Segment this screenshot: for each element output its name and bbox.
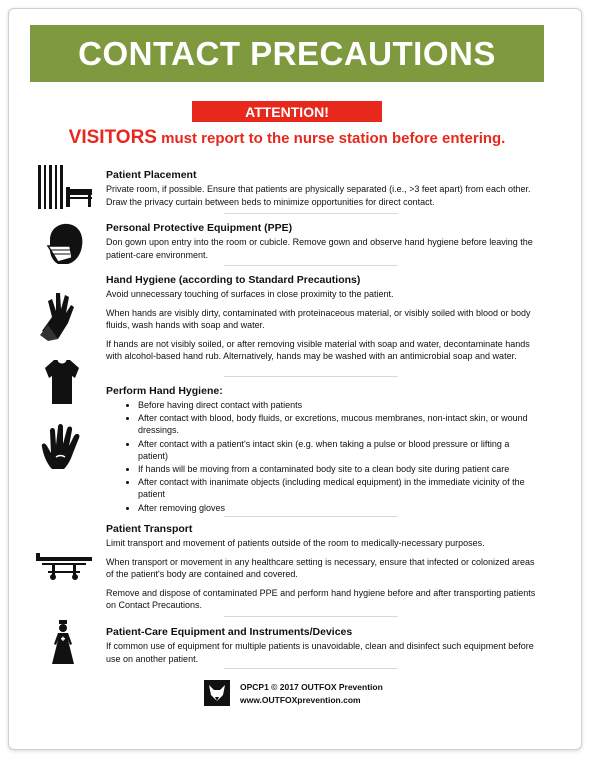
nurse-icon (50, 620, 76, 668)
section-title: Patient Placement (106, 169, 197, 181)
page-title: CONTACT PRECAUTIONS (30, 25, 544, 82)
bullet-list (106, 399, 536, 514)
list-item: • If hands will be moving from a contaminated body site to a clean body site during patient care (138, 463, 536, 475)
footer (240, 681, 383, 707)
divider (224, 616, 398, 617)
section-ppe (106, 222, 536, 267)
attention-badge: ATTENTION! (192, 101, 382, 122)
section-text: If hands are not visibly soiled, or after removing visible material with soap and water, decontaminate hands with alcohol-based hand rub. Alternatively, hands may be washed with an antimicrobial soap and water. (106, 338, 530, 361)
section-title: Hand Hygiene (according to Standard Precautions) (106, 274, 361, 286)
list-item: • After contact with inanimate objects (including medical equipment) in the immediate vicinity of the patient (138, 476, 536, 500)
divider (224, 213, 398, 214)
section-title: Patient Transport (106, 523, 193, 535)
section-text: When hands are visibly dirty, contaminated with proteinaceous material, or visibly soiled with blood or body fluids, wash hands with soap and water. (106, 307, 531, 330)
visitors-lead: VISITORS (68, 127, 157, 148)
section-text: When transport or movement in any healthcare setting is necessary, ensure that infected or colonized areas of the patient's body are contained and covered. (106, 556, 535, 579)
section-patient-transport (106, 523, 536, 618)
divider (224, 668, 398, 669)
divider (224, 376, 398, 377)
section-text: Avoid unnecessary touching of surfaces in close proximity to the patient. (106, 289, 394, 299)
section-patient-placement (106, 169, 536, 214)
gown-icon (44, 358, 80, 406)
list-item: • After contact with blood, body fluids, or excretions, mucous membranes, non-intact skin, or wound dressings. (138, 412, 536, 436)
section-title: Perform Hand Hygiene: (106, 385, 223, 397)
section-hand-hygiene (106, 274, 536, 369)
list-item: • Before having direct contact with patients (138, 399, 536, 411)
visitors-notice (0, 127, 574, 149)
footer-copyright: OPCP1 © 2017 OUTFOX Prevention (240, 682, 383, 692)
section-text: Private room, if possible. Ensure that patients are physically separated (i.e., >3 feet apart) from each other. Draw the privacy curtain between beds to minimize opportunities for direct contact. (106, 184, 531, 207)
section-equipment (106, 626, 536, 671)
section-text: Limit transport and movement of patients outside of the room to medically-necessary purposes. (106, 538, 485, 548)
visitors-rest: must report to the nurse station before entering. (156, 130, 506, 147)
section-text: Don gown upon entry into the room or cubicle. Remove gown and observe hand hygiene before leaving the patient-care environment. (106, 237, 533, 260)
section-text: Remove and dispose of contaminated PPE and perform hand hygiene before and after transporting patients on Contact Precautions. (106, 587, 536, 610)
section-title: Patient-Care Equipment and Instruments/Devices (106, 626, 353, 638)
bed-curtain-icon (36, 163, 94, 211)
section-text: If common use of equipment for multiple patients is unavoidable, clean and disinfect such equipment before use on another patient. (106, 641, 534, 664)
divider (224, 516, 398, 517)
list-item: • After contact with a patient's intact skin (e.g. when taking a pulse or blood pressure or lifting a patient) (138, 438, 536, 462)
section-title: Personal Protective Equipment (PPE) (106, 222, 293, 234)
divider (224, 265, 398, 266)
hand-icon (40, 423, 86, 471)
footer-url[interactable]: www.OUTFOXprevention.com (240, 695, 361, 705)
outfox-logo-icon (204, 680, 230, 706)
list-item: • After removing gloves (138, 502, 536, 514)
gloves-icon (38, 287, 78, 341)
mask-icon (44, 222, 86, 266)
section-perform-hand-hygiene (106, 385, 536, 515)
stretcher-icon (34, 551, 94, 581)
